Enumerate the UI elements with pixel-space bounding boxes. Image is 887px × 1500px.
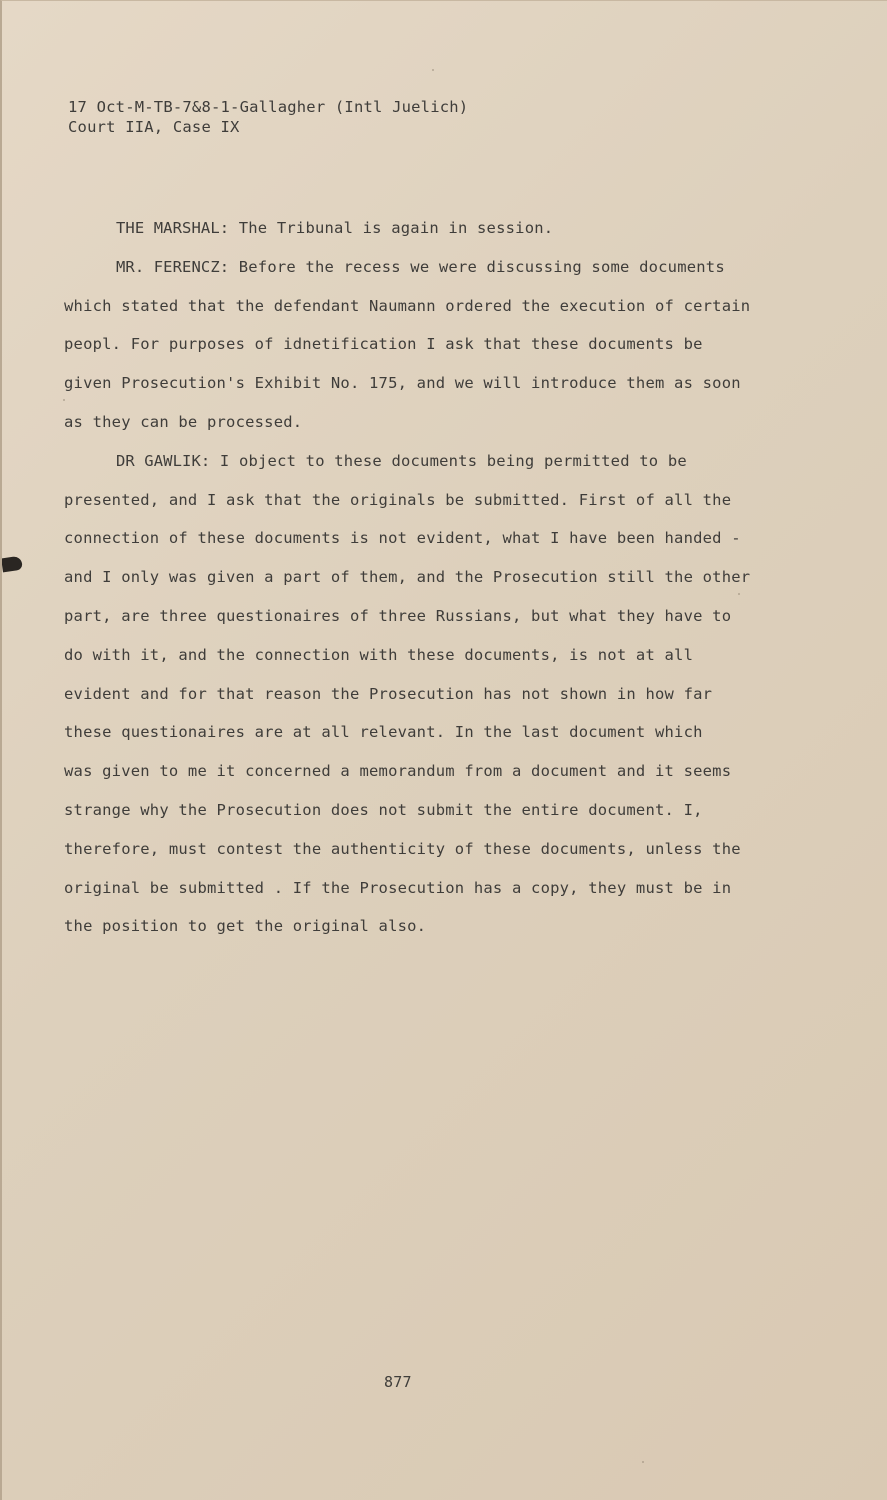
- text-line: do with it, and the connection with these documents, is not at all: [64, 645, 694, 664]
- text-line: presented, and I ask that the originals be submitted. First of all the: [64, 490, 732, 509]
- text-line: and I only was given a part of them, and the Prosecution still the other: [64, 568, 751, 587]
- paper-speck: [642, 1461, 644, 1463]
- binding-hole-mark: [1, 556, 23, 573]
- text-line: peopl. For purposes of idnetification I ask that these documents be: [64, 335, 703, 354]
- speaker-label: MR. FERENCZ:: [116, 257, 230, 276]
- text-line: part, are three questionaires of three Russians, but what they have to: [64, 606, 732, 625]
- text-line: as they can be processed.: [64, 412, 303, 431]
- text-line: the position to get the original also.: [64, 917, 427, 936]
- text-line: therefore, must contest the authenticity of these documents, unless the: [64, 839, 741, 858]
- paragraph-marshal: [64, 209, 774, 248]
- text-line: [64, 248, 774, 287]
- paragraph-text: I object to these documents being permitted to be: [219, 451, 687, 470]
- text-line: these questionaires are at all relevant. In the last document which: [64, 723, 703, 742]
- text-line: evident and for that reason the Prosecution has not shown in how far: [64, 684, 713, 703]
- speaker-label: THE MARSHAL:: [116, 219, 230, 237]
- text-line: original be submitted . If the Prosecution has a copy, they must be in: [64, 878, 732, 897]
- document-header: [68, 97, 468, 137]
- text-line: which stated that the defendant Naumann ordered the execution of certain: [64, 296, 751, 315]
- text-line: strange why the Prosecution does not submit the entire document. I,: [64, 800, 703, 819]
- speaker-label: DR GAWLIK:: [116, 451, 211, 470]
- transcript-body: [64, 209, 774, 946]
- page-number: 877: [384, 1373, 412, 1391]
- paper-speck: [432, 69, 434, 71]
- text-line: given Prosecution's Exhibit No. 175, and we will introduce them as soon: [64, 374, 741, 393]
- text-line: [64, 442, 774, 481]
- paragraph-text: The Tribunal is again in session.: [238, 219, 554, 237]
- paragraph-gawlik: [64, 442, 774, 946]
- paragraph-ferencz: [64, 248, 774, 442]
- text-line: was given to me it concerned a memorandum from a document and it seems: [64, 762, 732, 781]
- header-line-1: 17 Oct-M-TB-7&8-1-Gallagher (Intl Juelich): [68, 98, 469, 116]
- text-line: connection of these documents is not evident, what I have been handed -: [64, 529, 741, 548]
- text-line: [64, 209, 774, 248]
- paragraph-text: Before the recess we were discussing some documents: [238, 257, 725, 276]
- header-line-2: Court IIA, Case IX: [68, 118, 240, 136]
